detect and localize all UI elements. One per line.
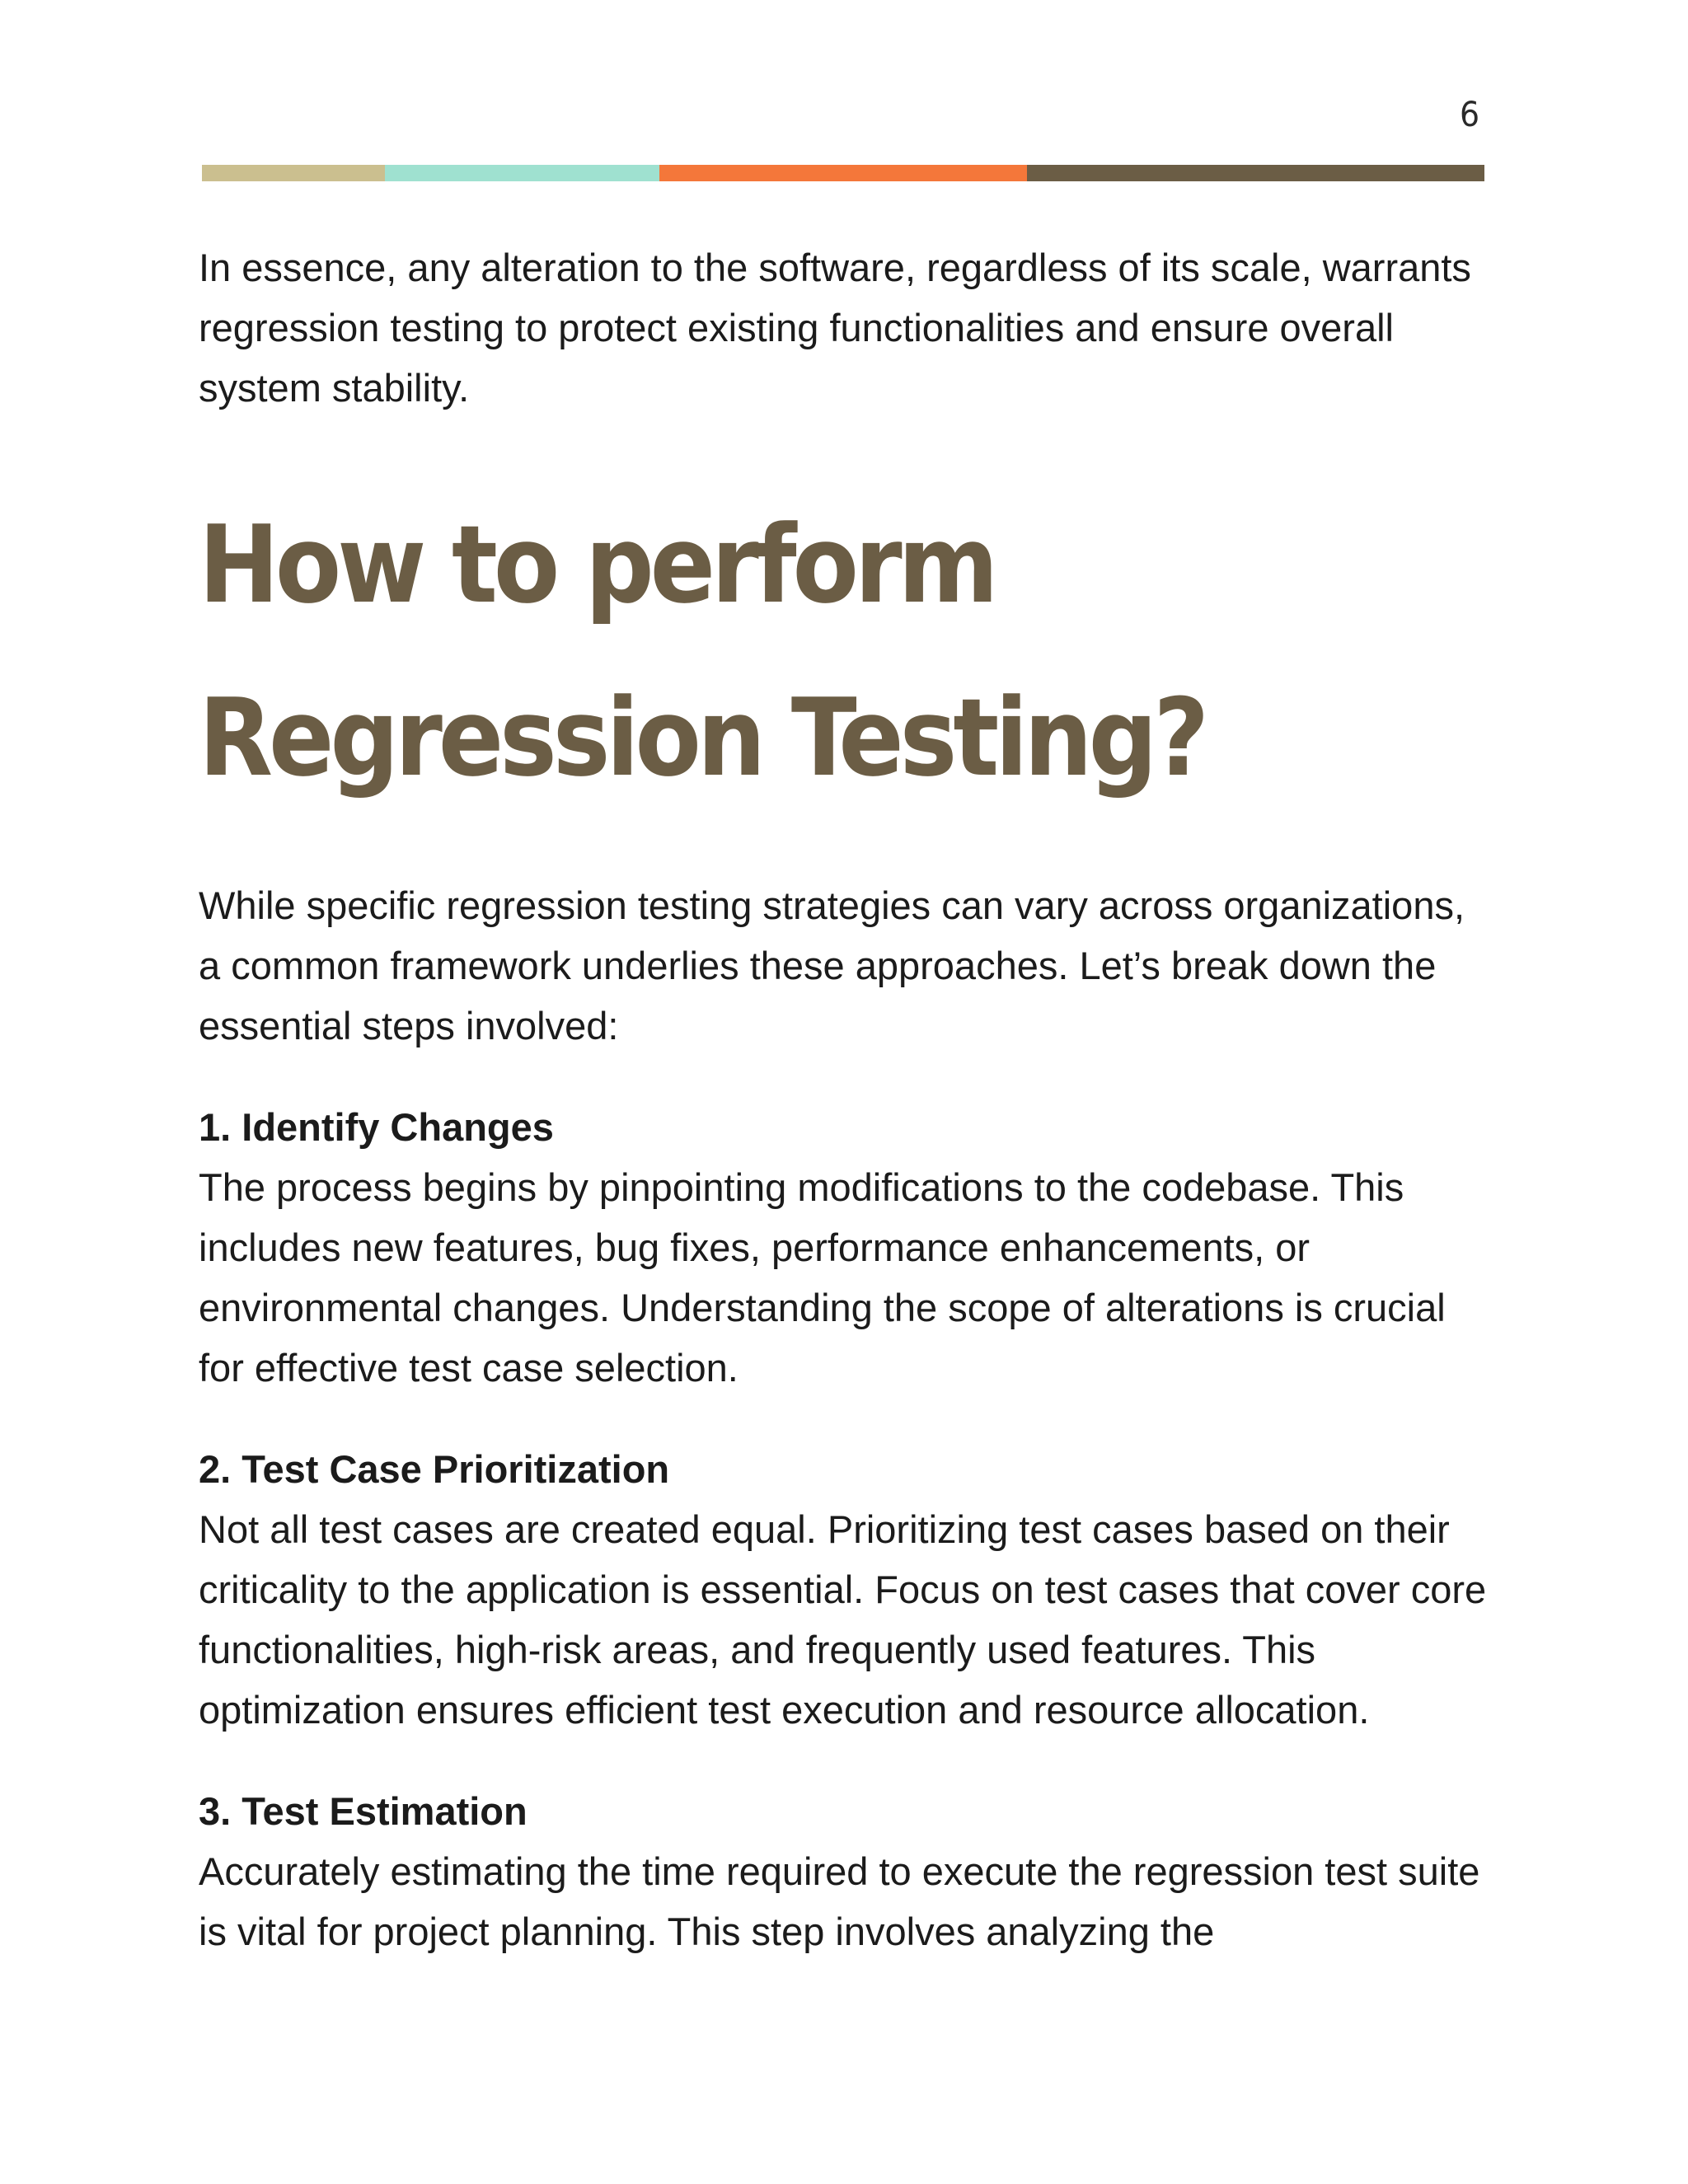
rule-segment-orange <box>659 165 1027 181</box>
step-test-estimation <box>199 1781 1493 1961</box>
section-heading: How to perform Regression Testing? <box>199 502 1206 800</box>
rule-segment-mint <box>385 165 659 181</box>
rule-segment-brown <box>1027 165 1484 181</box>
page-content <box>199 237 1493 1961</box>
step-title: 2. Test Case Prioritization <box>199 1447 670 1491</box>
step-text: The process begins by pinpointing modifications to the codebase. This includes new features, bug fixes, performance enhancements, or environmental changes. Understanding the scope of alterations is crucial for effective test case selection. <box>199 1165 1446 1390</box>
step-title: 1. Identify Changes <box>199 1105 554 1149</box>
step-title: 3. Test Estimation <box>199 1789 528 1833</box>
header-color-rule <box>202 165 1484 181</box>
rule-segment-tan <box>202 165 385 181</box>
page-number: 6 <box>1459 94 1479 134</box>
step-text: Accurately estimating the time required to execute the regression test suite is vital for project planning. This step involves analyzing the <box>199 1849 1480 1953</box>
intro-paragraph: In essence, any alteration to the software, regardless of its scale, warrants regression testing to protect existing functionalities and ensure overall system stability. <box>199 246 1471 410</box>
step-identify-changes <box>199 1097 1493 1398</box>
step-text: Not all test cases are created equal. Prioritizing test cases based on their criticality to the application is essential. Focus on test cases that cover core functionalities, high-risk areas, and frequently used features. This optimization ensures efficient test execution and resource allocation. <box>199 1507 1487 1732</box>
step-test-case-prioritization <box>199 1439 1493 1740</box>
lead-paragraph: While specific regression testing strategies can vary across organizations, a common framework underlies these approaches. Let’s break down the essential steps involved: <box>199 883 1465 1047</box>
